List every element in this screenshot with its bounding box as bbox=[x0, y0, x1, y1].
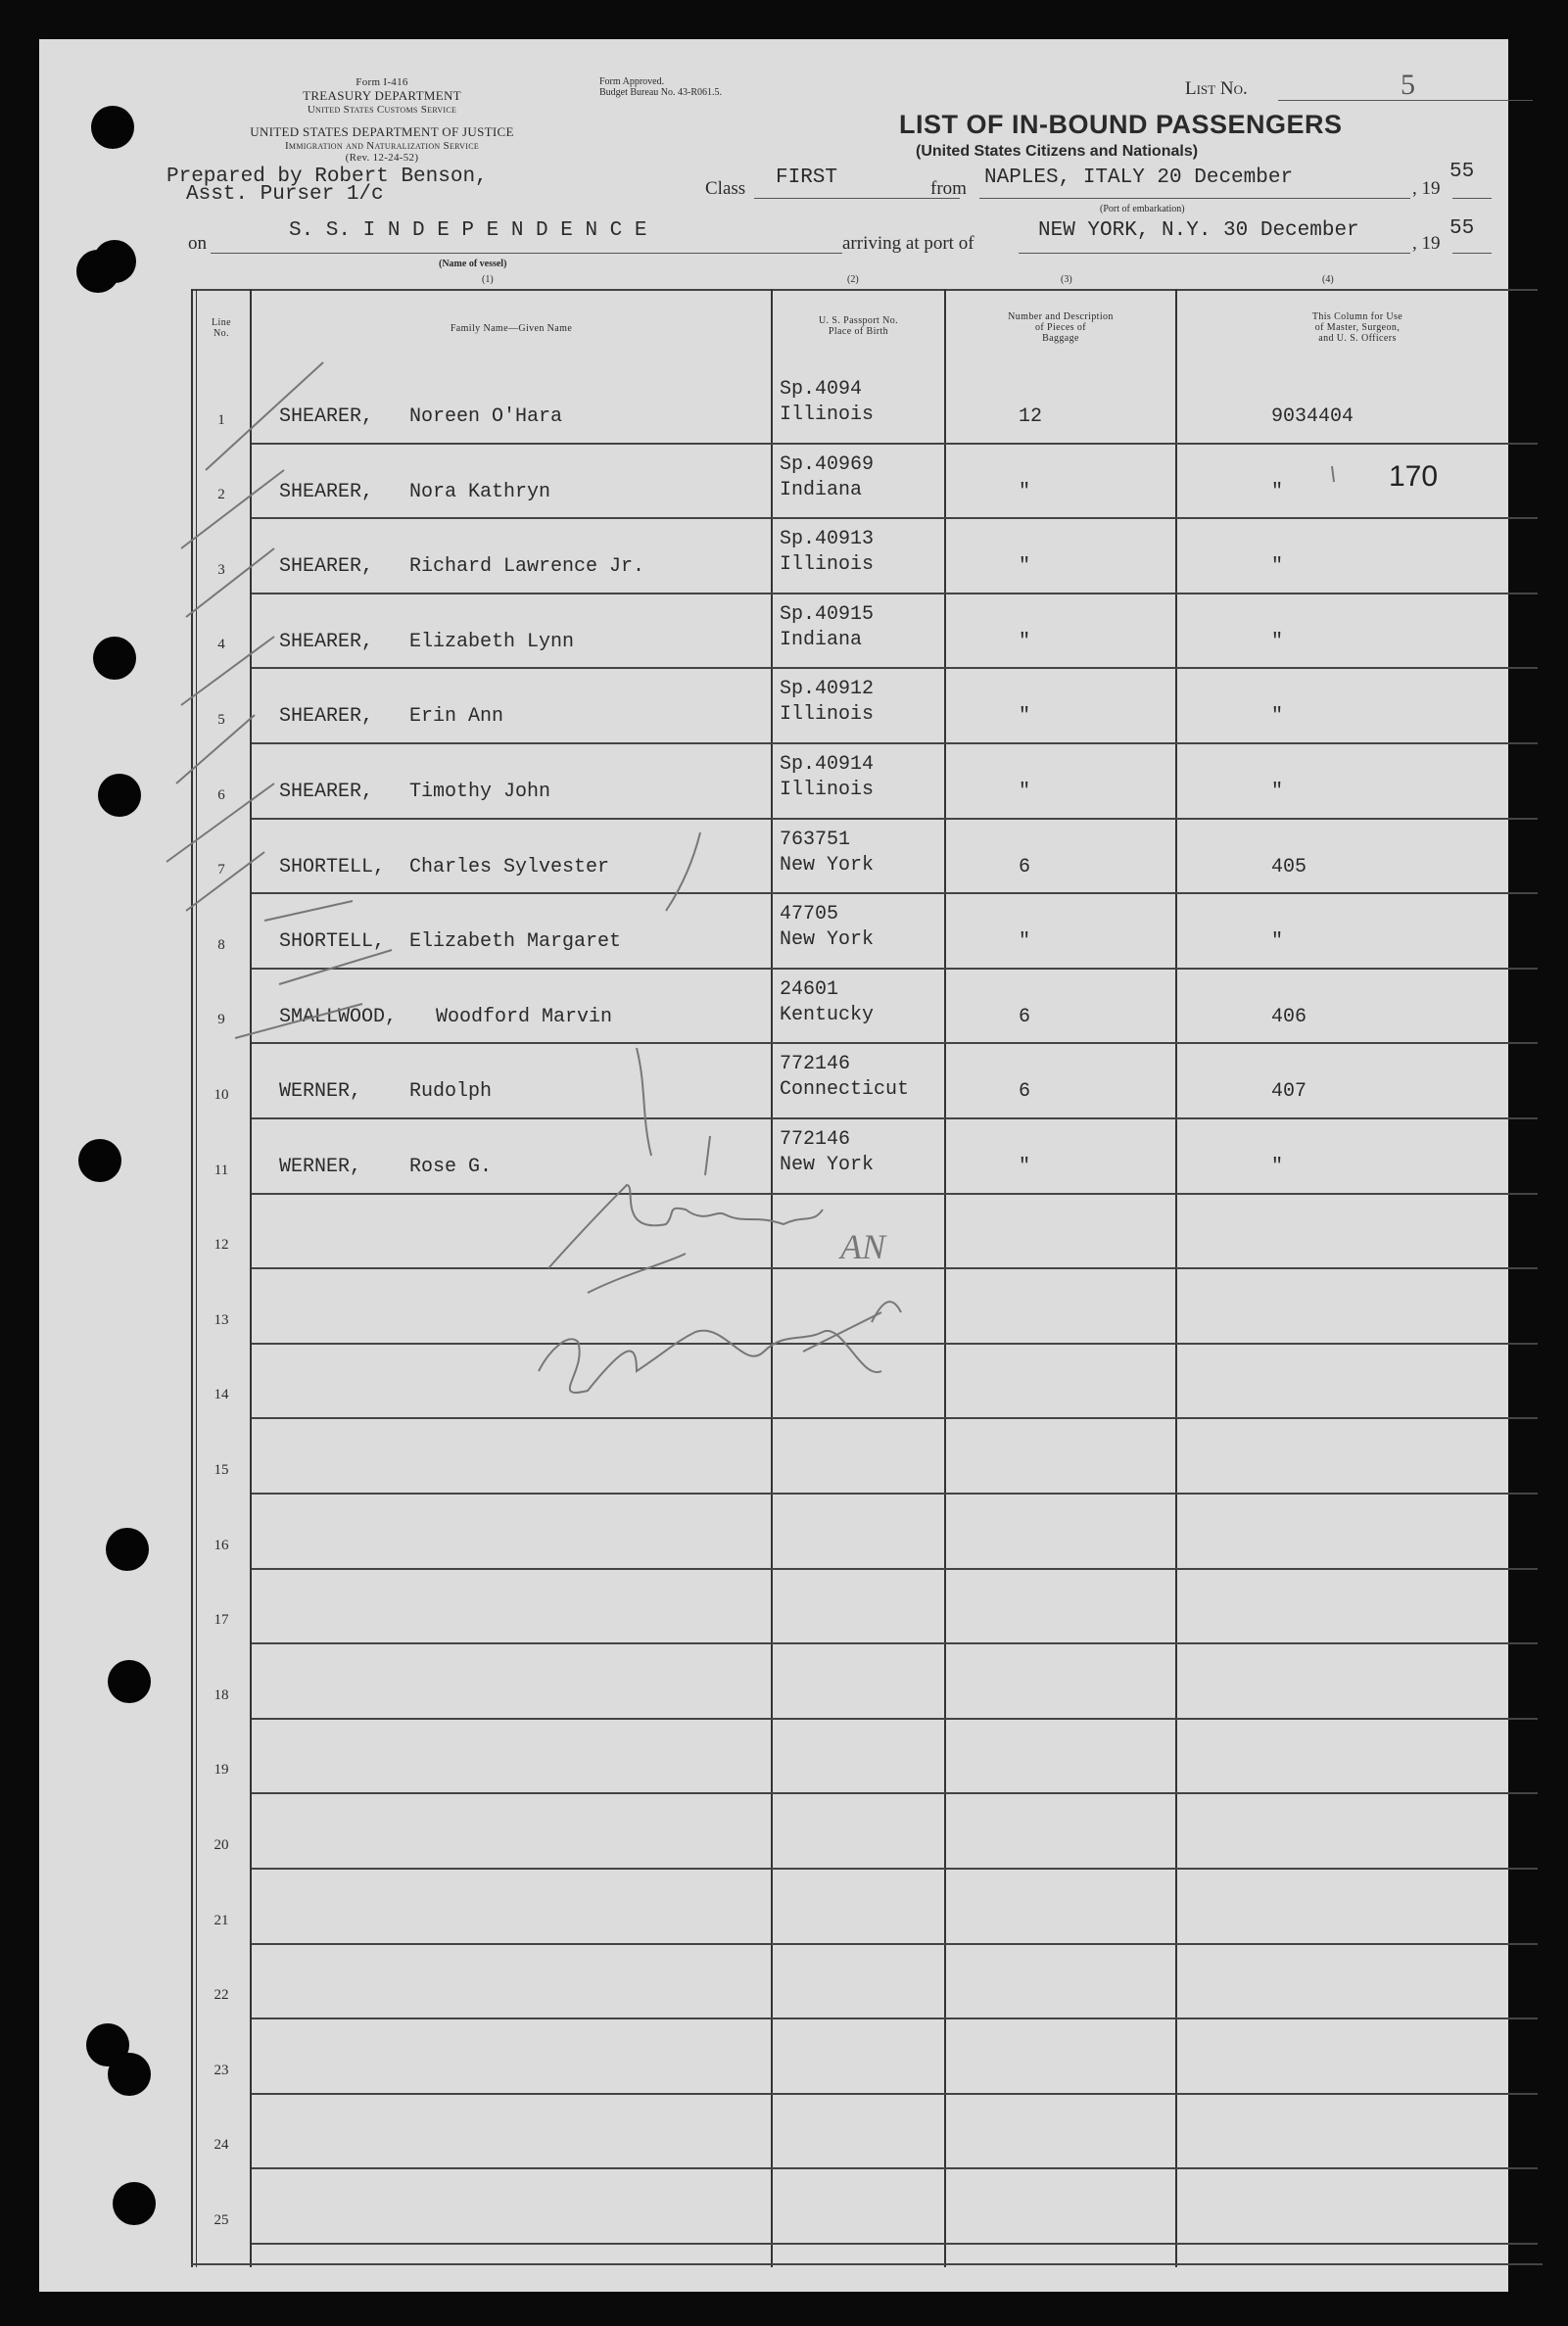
line-number: 14 bbox=[214, 1387, 229, 1403]
list-no-value: 5 bbox=[1401, 69, 1415, 101]
line-number: 6 bbox=[217, 786, 225, 803]
line-number: 18 bbox=[214, 1686, 229, 1703]
line-number: 5 bbox=[217, 712, 225, 728]
birthplace: New York bbox=[780, 853, 875, 877]
passport-no: 24601 bbox=[780, 977, 839, 1001]
revision: (Rev. 12-24-52) bbox=[345, 152, 419, 164]
baggage: " bbox=[1019, 555, 1031, 579]
line-number: 23 bbox=[214, 2062, 229, 2078]
list-no-label: List No. bbox=[1185, 78, 1248, 99]
family-name: WERNER, bbox=[279, 1080, 362, 1104]
baggage: " bbox=[1019, 630, 1031, 653]
vessel-label: (Name of vessel) bbox=[439, 259, 507, 269]
punch-hole bbox=[108, 1660, 151, 1703]
officer-use: 407 bbox=[1271, 1080, 1307, 1104]
port-embark-label: (Port of embarkation) bbox=[1100, 204, 1185, 214]
line-number: 8 bbox=[217, 936, 225, 953]
given-name: Woodford Marvin bbox=[436, 1005, 613, 1028]
birthplace: Illinois bbox=[780, 703, 875, 727]
on-label: on bbox=[188, 233, 207, 254]
line-number: 1 bbox=[217, 411, 225, 428]
col-baggage-header: Number and Description of Pieces of Baggage bbox=[1008, 311, 1114, 344]
family-name: SHORTELL, bbox=[279, 855, 386, 878]
line-number: 19 bbox=[214, 1762, 229, 1779]
baggage: " bbox=[1019, 705, 1031, 729]
line-number: 25 bbox=[214, 2212, 229, 2228]
page-subtitle: (United States Citizens and Nationals) bbox=[916, 143, 1199, 160]
line-number: 17 bbox=[214, 1612, 229, 1629]
baggage: 6 bbox=[1019, 855, 1031, 878]
punch-hole bbox=[113, 2182, 156, 2225]
line-number: 24 bbox=[214, 2137, 229, 2154]
punch-hole bbox=[78, 1139, 121, 1182]
passport-no: Sp.40969 bbox=[780, 452, 875, 476]
baggage: 6 bbox=[1019, 1005, 1031, 1028]
birthplace: Connecticut bbox=[780, 1078, 910, 1102]
birthplace: Indiana bbox=[780, 478, 863, 501]
line-number: 11 bbox=[214, 1162, 229, 1178]
line-number: 13 bbox=[214, 1311, 229, 1328]
given-name: Noreen O'Hara bbox=[409, 405, 563, 428]
family-name: SHEARER, bbox=[279, 781, 374, 803]
col-officers-header: This Column for Use of Master, Surgeon, and U. S. Officers bbox=[1311, 311, 1403, 344]
given-name: Rose G. bbox=[409, 1156, 493, 1178]
col4-num: (4) bbox=[1322, 274, 1334, 285]
birthplace: Illinois bbox=[780, 403, 875, 426]
birthplace: Illinois bbox=[780, 553, 875, 577]
family-name: WERNER, bbox=[279, 1156, 362, 1178]
col2-num: (2) bbox=[847, 274, 859, 285]
punch-hole bbox=[106, 1528, 149, 1571]
line-number: 10 bbox=[214, 1087, 229, 1103]
baggage: " bbox=[1019, 781, 1031, 803]
passport-no: 47705 bbox=[780, 903, 839, 926]
arriving-label: arriving at port of bbox=[842, 233, 974, 254]
punch-hole bbox=[93, 240, 136, 283]
officer-use: " bbox=[1271, 705, 1284, 729]
birthplace: Illinois bbox=[780, 779, 875, 801]
officer-use: 405 bbox=[1271, 855, 1307, 878]
arr-year-prefix: , 19 bbox=[1412, 233, 1441, 254]
line-number: 12 bbox=[214, 1237, 229, 1254]
officer-use: " bbox=[1271, 1156, 1284, 1178]
given-name: Erin Ann bbox=[409, 705, 504, 729]
passport-no: Sp.40913 bbox=[780, 528, 875, 551]
given-name: Elizabeth Margaret bbox=[409, 930, 622, 954]
passport-no: Sp.40915 bbox=[780, 602, 875, 626]
officer-use: 9034404 bbox=[1271, 405, 1354, 428]
given-name: Rudolph bbox=[409, 1080, 493, 1104]
year-value: 55 bbox=[1449, 161, 1475, 183]
line-number: 22 bbox=[214, 1987, 229, 2004]
baggage: 12 bbox=[1019, 405, 1043, 428]
line-number: 16 bbox=[214, 1537, 229, 1553]
given-name: Richard Lawrence Jr. bbox=[409, 555, 645, 579]
officer-use: " bbox=[1271, 930, 1284, 954]
form-number: Form I-416 bbox=[356, 76, 408, 88]
baggage: " bbox=[1019, 930, 1031, 954]
customs-service: United States Customs Service bbox=[307, 104, 457, 116]
from-label: from bbox=[930, 178, 967, 199]
treasury-dept: TREASURY DEPARTMENT bbox=[303, 88, 461, 103]
line-number: 3 bbox=[217, 561, 225, 578]
passport-no: 763751 bbox=[780, 828, 851, 851]
line-number: 21 bbox=[214, 1912, 229, 1928]
page-title: LIST OF IN-BOUND PASSENGERS bbox=[899, 110, 1343, 139]
ins: Immigration and Naturalization Service bbox=[284, 140, 480, 152]
arriving-value: NEW YORK, N.Y. 30 December bbox=[1038, 219, 1359, 242]
col-line-header: Line No. bbox=[212, 317, 231, 339]
punch-hole bbox=[98, 774, 141, 817]
class-label: Class bbox=[705, 178, 746, 199]
officer-use: " bbox=[1271, 555, 1284, 579]
annotation-170: 170 bbox=[1389, 460, 1439, 493]
given-name: Elizabeth Lynn bbox=[409, 630, 575, 653]
col1-num: (1) bbox=[482, 274, 494, 285]
punch-hole bbox=[93, 637, 136, 680]
doj: UNITED STATES DEPARTMENT OF JUSTICE bbox=[250, 124, 514, 139]
given-name: Charles Sylvester bbox=[409, 855, 610, 878]
passport-no: Sp.4094 bbox=[780, 378, 863, 401]
punch-hole bbox=[91, 106, 134, 149]
passport-no: Sp.40912 bbox=[780, 678, 875, 701]
line-number: 4 bbox=[217, 637, 225, 653]
officer-use: " bbox=[1271, 480, 1284, 503]
birthplace: Kentucky bbox=[780, 1003, 875, 1026]
prepared-by: Prepared by Robert Benson, Asst. Purser 1/c bbox=[166, 166, 488, 206]
line-number: 2 bbox=[217, 487, 225, 503]
col-name-header: Family Name—Given Name bbox=[450, 323, 573, 334]
arr-year-value: 55 bbox=[1449, 217, 1475, 240]
birthplace: New York bbox=[780, 1154, 875, 1176]
birthplace: Indiana bbox=[780, 628, 863, 651]
vessel-name: S. S. I N D E P E N D E N C E bbox=[289, 219, 647, 242]
line-number: 7 bbox=[217, 862, 225, 878]
family-name: SHEARER, bbox=[279, 480, 374, 503]
punch-hole bbox=[108, 2053, 151, 2096]
given-name: Nora Kathryn bbox=[409, 480, 551, 503]
family-name: SMALLWOOD, bbox=[279, 1005, 398, 1028]
handwritten-initials: AN bbox=[840, 1227, 886, 1266]
baggage: 6 bbox=[1019, 1080, 1031, 1104]
given-name: Timothy John bbox=[409, 781, 551, 803]
passport-no: Sp.40914 bbox=[780, 753, 875, 776]
family-name: SHEARER, bbox=[279, 705, 374, 729]
family-name: SHEARER, bbox=[279, 555, 374, 579]
family-name: SHEARER, bbox=[279, 405, 374, 428]
year-prefix: , 19 bbox=[1412, 178, 1441, 199]
birthplace: New York bbox=[780, 928, 875, 952]
passport-no: 772146 bbox=[780, 1053, 851, 1076]
officer-use: " bbox=[1271, 630, 1284, 653]
baggage: " bbox=[1019, 480, 1031, 503]
class-value: FIRST bbox=[776, 166, 838, 189]
officer-use: " bbox=[1271, 781, 1284, 803]
handwriting-overlay bbox=[39, 39, 1508, 2292]
col3-num: (3) bbox=[1061, 274, 1072, 285]
from-value: NAPLES, ITALY 20 December bbox=[984, 166, 1294, 189]
baggage: " bbox=[1019, 1156, 1031, 1178]
line-number: 15 bbox=[214, 1462, 229, 1478]
budget-bureau: Budget Bureau No. 43-R061.5. bbox=[599, 87, 722, 98]
line-number: 9 bbox=[217, 1012, 225, 1028]
document-page bbox=[39, 39, 1508, 2292]
family-name: SHEARER, bbox=[279, 630, 374, 653]
family-name: SHORTELL, bbox=[279, 930, 386, 954]
line-number: 20 bbox=[214, 1837, 229, 1853]
officer-use: 406 bbox=[1271, 1005, 1307, 1028]
passport-no: 772146 bbox=[780, 1128, 851, 1151]
form-approved: Form Approved. bbox=[599, 76, 665, 87]
col-passport-header: U. S. Passport No. Place of Birth bbox=[818, 315, 899, 337]
